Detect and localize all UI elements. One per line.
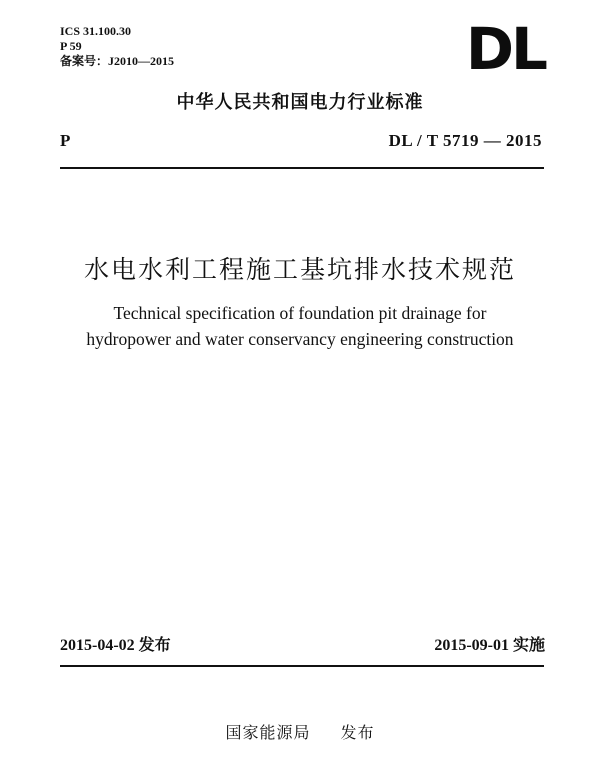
dl-logo: DL	[465, 15, 545, 83]
filing-number: 备案号：J2010—2015	[60, 54, 175, 68]
english-title-line1: Technical specification of foundation pit drainage for	[113, 303, 487, 323]
category-code: P	[60, 131, 71, 150]
standard-number: DL / T 5719 — 2015	[388, 131, 542, 150]
chinese-title: 水电水利工程施工基坑排水技术规范	[83, 255, 516, 284]
publish-date: 2015-04-02 发布	[60, 637, 171, 654]
english-title-line2: hydropower and water conservancy engineering construction	[86, 329, 514, 349]
organization-title: 中华人民共和国电力行业标准	[176, 92, 424, 113]
issuer-action: 发布	[340, 723, 375, 742]
ics-code: ICS 31.100.30	[60, 24, 132, 38]
p-code: P 59	[60, 39, 82, 53]
english-title	[0, 300, 600, 352]
top-divider	[60, 167, 544, 169]
issuer-name: 国家能源局	[225, 723, 311, 742]
bottom-divider	[60, 665, 544, 667]
issuer	[0, 720, 600, 743]
implement-date: 2015-09-01 实施	[434, 637, 545, 654]
